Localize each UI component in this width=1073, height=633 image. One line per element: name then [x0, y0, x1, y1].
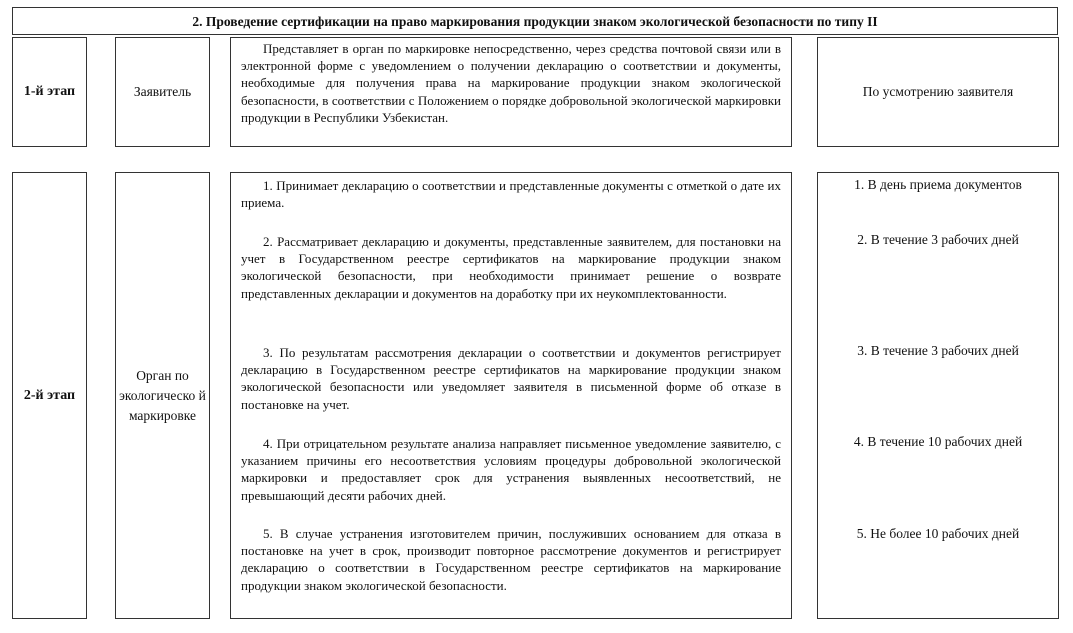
stage-2-description	[230, 172, 792, 619]
stage-2-item-3: 3. По результатам рассмотрения декларации о соответствии и документов регистрирует декларацию в Государственном реестре сертификатов на маркирование продукции знаком экологической безопасности или уведомляет заявителя в письменной форме об отказе в постановке на учет.	[241, 345, 781, 412]
stage-1-label: 1-й этап	[12, 37, 87, 147]
stage-2-item-4: 4. При отрицательном результате анализа направляет письменное уведомление заявителю, с указанием причины его несоответствия условиям процедуры добровольной экологической маркировки и предоставляет срок для устранения выявленных несоответствий, не превышающий десяти рабочих дней.	[241, 436, 781, 503]
stage-1-description	[230, 37, 792, 147]
stage-1-term: По усмотрению заявителя	[817, 37, 1059, 147]
section-title: 2. Проведение сертификации на право маркирования продукции знаком экологической безопасности по типу II	[12, 7, 1058, 35]
stage-2-term-1: 1. В день приема документов	[854, 177, 1022, 192]
stage-2-actor: Орган по экологическо й маркировке	[115, 172, 210, 619]
stage-2-item-5: 5. В случае устранения изготовителем причин, послуживших основанием для отказа в постановке на учет в срок, производит повторное рассмотрение документов и регистрирует декларацию о соответствии в Государственном реестре сертификатов на маркирование продукции знаком экологической безопасности.	[241, 526, 781, 593]
stage-2-term-5: 5. Не более 10 рабочих дней	[856, 526, 1020, 541]
stage-2-term-4: 4. В течение 10 рабочих дней	[853, 434, 1023, 449]
stage-2-terms	[817, 172, 1059, 619]
stage-2-term-3: 3. В течение 3 рабочих дней	[857, 343, 1019, 358]
stage-1-text: Представляет в орган по маркировке непосредственно, через средства почтовой связи или в электронной форме с уведомлением о получении декларацию о соответствии и документы, необходимые для получения права на маркирование продукции знаком экологической безопасности, в соответствии с Положением о порядке добровольной экологической маркировки продукции в Республики Узбекистан.	[241, 41, 781, 125]
stage-1-actor: Заявитель	[115, 37, 210, 147]
stage-2-term-2: 2. В течение 3 рабочих дней	[857, 232, 1019, 247]
stage-2-item-1: 1. Принимает декларацию о соответствии и представленные документы с отметкой о дате их приема.	[241, 178, 781, 211]
stage-2-item-2: 2. Рассматривает декларацию и документы, представленные заявителем, для постановки на учет в Государственном реестре сертификатов на маркирование продукции знаком экологической безопасности, при необходимости принимает решение о возврате представленных декларации и документов на доработку при их неукомплектованности.	[241, 234, 781, 301]
stage-2-label: 2-й этап	[12, 172, 87, 619]
